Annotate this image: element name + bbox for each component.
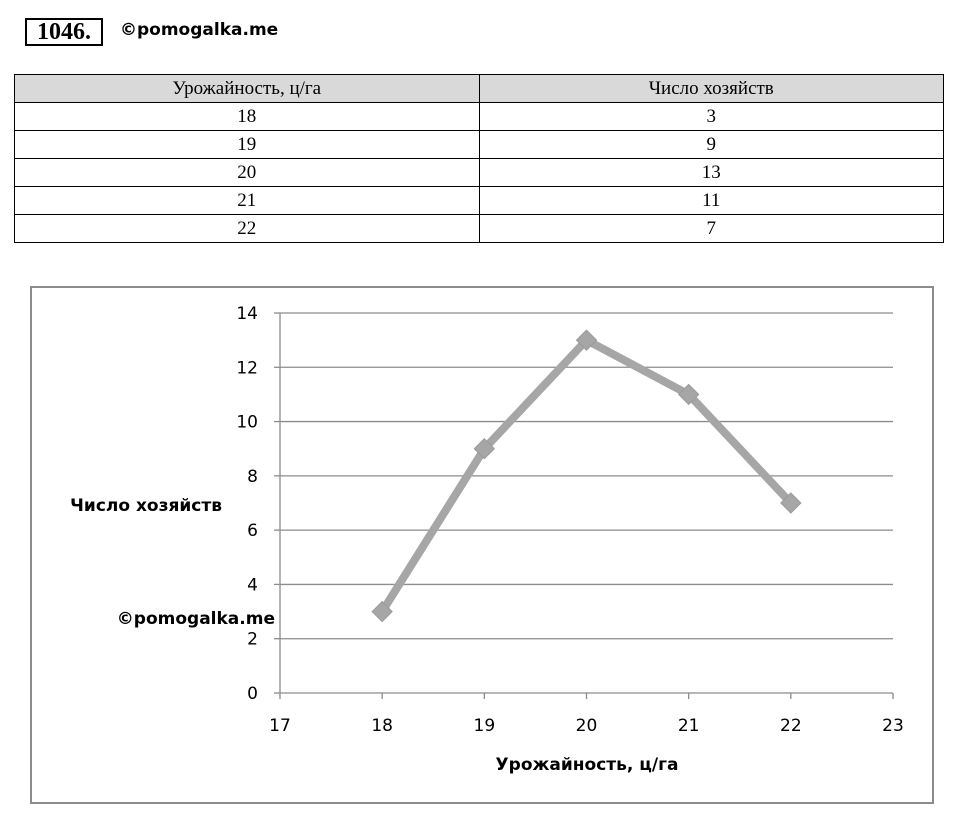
cell-farms: 7 xyxy=(479,215,944,243)
header-farms: Число хозяйств xyxy=(479,75,944,103)
x-tick-label: 17 xyxy=(269,716,291,736)
y-axis-title: Число хозяйств xyxy=(70,496,222,516)
y-tick-label: 0 xyxy=(247,684,258,704)
cell-farms: 11 xyxy=(479,187,944,215)
cell-farms: 13 xyxy=(479,159,944,187)
y-tick-label: 12 xyxy=(236,358,258,379)
x-tick-label: 22 xyxy=(780,716,802,736)
x-tick-label: 18 xyxy=(371,716,393,736)
y-tick-label: 10 xyxy=(236,412,258,433)
x-tick-label: 23 xyxy=(882,716,904,736)
chart-watermark: ©pomogalka.me xyxy=(116,609,275,629)
cell-farms: 3 xyxy=(479,103,944,131)
y-tick-label: 2 xyxy=(247,629,258,650)
y-tick-label: 14 xyxy=(236,304,258,324)
y-tick-label: 4 xyxy=(247,575,258,596)
x-tick-label: 21 xyxy=(677,716,700,736)
cell-yield: 19 xyxy=(15,131,480,159)
cell-farms: 9 xyxy=(479,131,944,159)
x-axis-title: Урожайность, ц/га xyxy=(495,755,679,775)
watermark: ©pomogalka.me xyxy=(120,20,279,40)
y-tick-label: 6 xyxy=(247,521,258,542)
cell-yield: 21 xyxy=(15,187,480,215)
cell-yield: 20 xyxy=(15,159,480,187)
problem-number: 1046. xyxy=(25,18,103,46)
x-tick-label: 19 xyxy=(473,716,496,736)
x-tick-label: 20 xyxy=(575,716,598,736)
cell-yield: 18 xyxy=(15,103,480,131)
cell-yield: 22 xyxy=(15,215,480,243)
y-tick-label: 8 xyxy=(247,466,258,487)
header-yield: Урожайность, ц/га xyxy=(15,75,480,103)
